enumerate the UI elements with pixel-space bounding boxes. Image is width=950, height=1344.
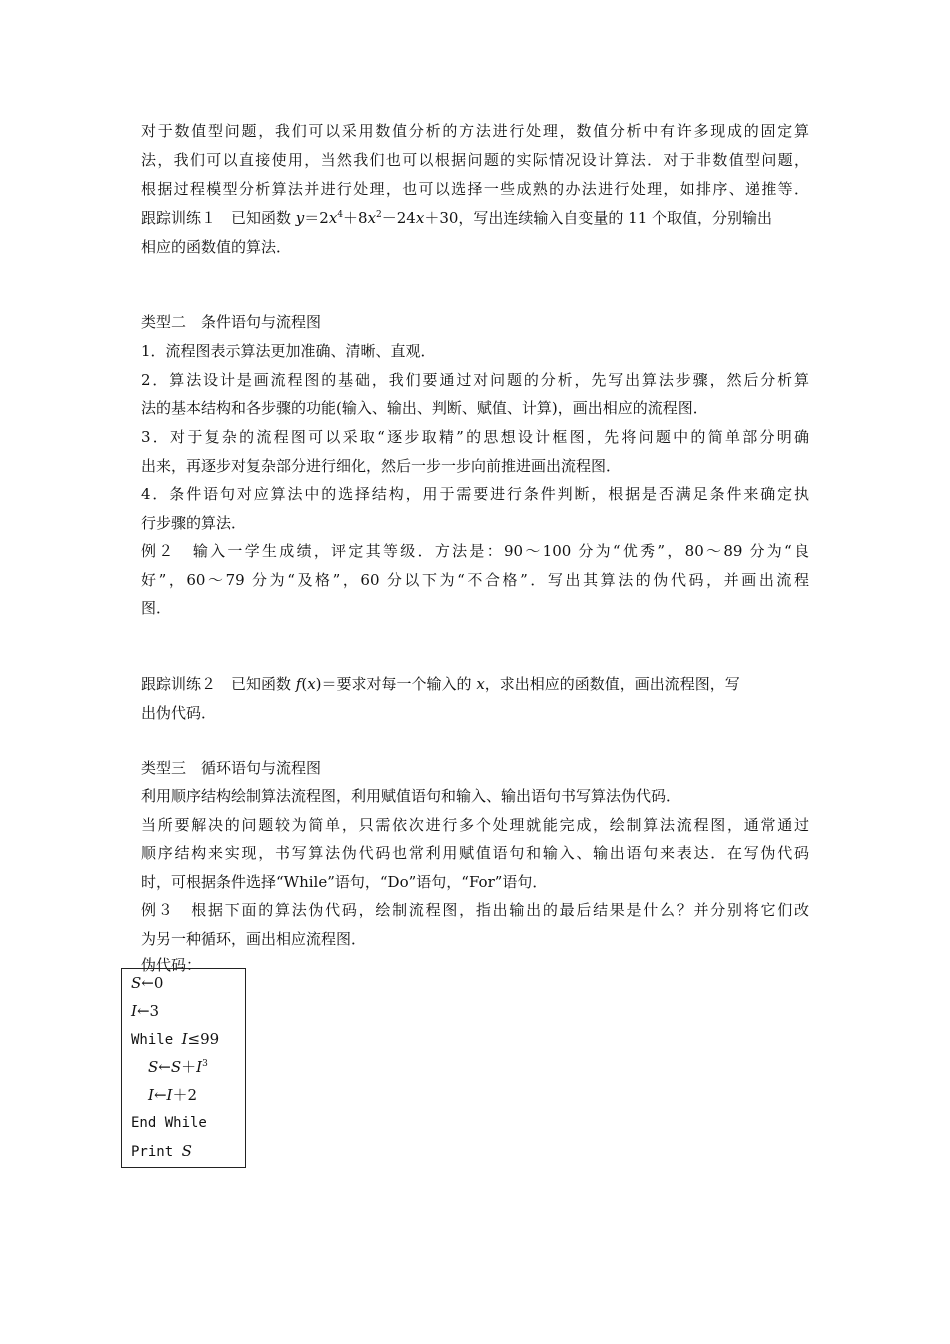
exercise2-line-1 [141, 674, 740, 694]
code-var: I [196, 1058, 203, 1076]
example3-line-2: 为另一种循环，画出相应流程图． [141, 930, 367, 948]
code-var: S [148, 1058, 159, 1076]
intro-line-2: 法，我们可以直接使用，当然我们也可以根据问题的实际情况设计算法．对于非数值型问题， [141, 151, 809, 169]
code-var: S [131, 974, 142, 992]
section2-point-3a: 3．对于复杂的流程图可以采取“逐步取精”的思想设计框图，先将问题中的简单部分明确 [141, 428, 809, 446]
section2-point-2a: 2．算法设计是画流程图的基础，我们要通过对问题的分析，先写出算法步骤，然后分析算 [141, 371, 809, 389]
math-var-x: x [328, 209, 338, 227]
exercise1-line-1 [141, 208, 772, 228]
code-text: ←0 [141, 974, 164, 992]
code-keyword: Print [131, 1144, 182, 1160]
code-var: I [181, 1030, 188, 1048]
math-paren: ) [315, 675, 322, 693]
code-exponent: 3 [202, 1059, 208, 1069]
math-term: －24 [381, 209, 416, 227]
example3-line-1: 例３ 根据下面的算法伪代码，绘制流程图，指出输出的最后结果是什么？并分别将它们改 [141, 901, 809, 919]
math-paren: ( [301, 675, 308, 693]
math-exponent: 4 [337, 210, 344, 220]
math-exponent: 2 [376, 210, 382, 220]
section3-para-2a: 当所要解决的问题较为简单，只需依次进行多个处理就能完成，绘制算法流程图，通常通过 [141, 816, 809, 834]
code-keyword: While [131, 1032, 182, 1048]
section2-point-2b: 法的基本结构和各步骤的功能(输入、输出、判断、赋值、计算)，画出相应的流程图． [141, 399, 708, 417]
intro-line-1: 对于数值型问题，我们可以采用数值分析的方法进行处理，数值分析中有许多现成的固定算 [141, 122, 809, 140]
exercise2-tail: ，求出相应的函数值，画出流程图，写 [484, 675, 740, 693]
intro-line-3: 根据过程模型分析算法并进行处理，也可以选择一些成熟的办法进行处理，如排序、递推等． [141, 180, 809, 198]
code-text: ＋ [181, 1058, 197, 1076]
section2-point-4a: 4．条件语句对应算法中的选择结构，用于需要进行条件判断，根据是否满足条件来确定执 [141, 485, 809, 503]
pseudocode-box [121, 968, 246, 1168]
example2-line-3: 图． [141, 599, 172, 617]
code-line-7 [131, 1141, 192, 1162]
code-var: I [166, 1086, 173, 1104]
code-line-4 [148, 1057, 208, 1077]
code-line-3 [131, 1029, 219, 1050]
example2-line-1: 例２ 输入一学生成绩，评定其等级．方法是：90～100 分为“优秀”，80～89 分为“良 [141, 542, 809, 560]
section2-point-1: 1．流程图表示算法更加准确、清晰、直观． [141, 342, 436, 360]
section2-point-4b: 行步骤的算法． [141, 514, 247, 532]
exercise2-line-2: 出伪代码． [141, 704, 217, 722]
math-term: ＝2 [304, 209, 329, 227]
code-var: S [181, 1142, 192, 1160]
math-var-x: x [415, 209, 425, 227]
code-text: ＋2 [172, 1086, 197, 1104]
code-line-2 [131, 1001, 159, 1021]
exercise1-prefix: 跟踪训练１ 已知函数 [141, 209, 296, 227]
section2-title: 类型二 条件语句与流程图 [141, 313, 322, 331]
code-text: ← [158, 1058, 171, 1076]
code-line-1 [131, 973, 163, 993]
math-var-x: x [367, 209, 377, 227]
code-line-6: End While [131, 1115, 207, 1131]
math-var-y: y [295, 209, 305, 227]
code-text: ≤99 [187, 1030, 220, 1048]
section3-para-1: 利用顺序结构绘制算法流程图，利用赋值语句和输入、输出语句书写算法伪代码． [141, 787, 682, 805]
pseudocode-label: 伪代码： [141, 956, 202, 974]
code-text: ←3 [136, 1002, 160, 1020]
section3-title: 类型三 循环语句与流程图 [141, 759, 322, 777]
code-line-5 [148, 1085, 197, 1105]
section3-para-2b: 顺序结构来实现，书写算法伪代码也常利用赋值语句和输入、输出语句来表达．在写伪代码 [141, 844, 809, 862]
exercise2-mid: ＝要求对每一个输入的 [321, 675, 477, 693]
exercise1-tail: ＋30，写出连续输入自变量的 11 个取值，分别输出 [424, 209, 773, 227]
code-var: S [170, 1058, 182, 1076]
code-text: ← [153, 1086, 167, 1104]
math-var-f: f [295, 675, 302, 693]
section2-point-3b: 出来，再逐步对复杂部分进行细化，然后一步一步向前推进画出流程图． [141, 457, 622, 475]
exercise1-line-2: 相应的函数值的算法． [141, 238, 292, 256]
math-term: ＋8 [343, 209, 368, 227]
code-var: I [148, 1086, 154, 1104]
math-var-x: x [476, 675, 485, 693]
math-var-x: x [307, 675, 316, 693]
exercise2-prefix: 跟踪训练２ 已知函数 [141, 675, 296, 693]
section3-para-2c: 时，可根据条件选择“While”语句，“Do”语句，“For”语句． [141, 873, 548, 891]
example2-line-2: 好”，60～79 分为“及格”，60 分以下为“不合格”．写出其算法的伪代码，并画出流程 [141, 571, 809, 589]
code-var: I [131, 1002, 137, 1020]
